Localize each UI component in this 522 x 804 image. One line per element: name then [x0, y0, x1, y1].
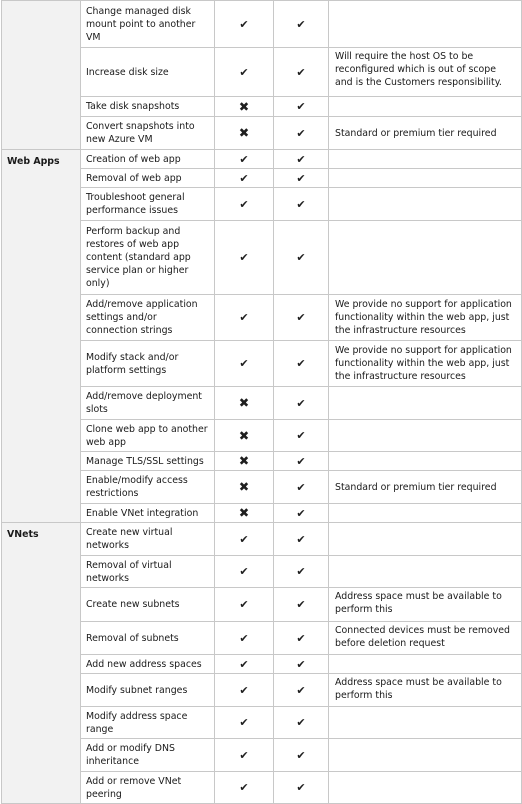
feature-cell: Modify address space range [81, 707, 215, 739]
feature-cell: Enable/modify access restrictions [81, 471, 215, 504]
notes-cell [329, 150, 522, 169]
status-mark [274, 221, 329, 295]
notes-cell [329, 655, 522, 674]
status-mark [274, 48, 329, 97]
status-mark [274, 588, 329, 622]
responsibility-table [1, 0, 522, 804]
check-icon: ✔ [296, 657, 306, 671]
check-icon: ✔ [239, 197, 249, 211]
cross-icon: ✖ [238, 453, 250, 468]
check-icon: ✔ [296, 781, 306, 794]
status-mark [274, 655, 329, 674]
status-mark [274, 707, 329, 739]
status-mark [215, 387, 274, 420]
notes-cell [329, 221, 522, 295]
status-mark [215, 97, 274, 117]
feature-cell: Change managed disk mount point to another VM [81, 1, 215, 48]
status-mark [215, 588, 274, 622]
check-icon: ✔ [239, 171, 249, 185]
notes-cell: Standard or premium tier required [329, 117, 522, 150]
status-mark [274, 150, 329, 169]
status-mark [215, 150, 274, 169]
status-mark [215, 622, 274, 655]
feature-cell: Removal of subnets [81, 622, 215, 655]
check-icon: ✔ [239, 631, 249, 645]
check-icon: ✔ [296, 716, 306, 729]
status-mark [274, 504, 329, 523]
check-icon: ✔ [239, 251, 249, 264]
check-icon: ✔ [239, 748, 249, 762]
notes-cell [329, 387, 522, 420]
status-mark [274, 556, 329, 588]
status-mark [215, 117, 274, 150]
feature-cell: Add/remove deployment slots [81, 387, 215, 420]
check-icon: ✔ [296, 396, 306, 410]
feature-cell: Creation of web app [81, 150, 215, 169]
feature-cell: Increase disk size [81, 48, 215, 97]
check-icon: ✔ [296, 357, 306, 370]
check-icon: ✔ [239, 565, 249, 578]
check-icon: ✔ [239, 357, 249, 370]
cross-icon: ✖ [238, 98, 250, 114]
check-icon: ✔ [239, 152, 249, 166]
notes-cell [329, 188, 522, 221]
status-mark [215, 1, 274, 48]
status-mark [215, 221, 274, 295]
feature-cell: Manage TLS/SSL settings [81, 452, 215, 471]
cross-icon: ✖ [238, 395, 250, 410]
feature-cell: Convert snapshots into new Azure VM [81, 117, 215, 150]
status-mark [215, 556, 274, 588]
check-icon: ✔ [296, 197, 306, 211]
check-icon: ✔ [296, 565, 306, 578]
feature-cell: Add new address spaces [81, 655, 215, 674]
status-mark [274, 772, 329, 804]
check-icon: ✔ [296, 251, 306, 264]
check-icon: ✔ [296, 17, 306, 31]
check-icon: ✔ [296, 126, 306, 140]
check-icon: ✔ [239, 781, 249, 794]
status-mark [274, 674, 329, 707]
category-cell-vnets: VNets [2, 523, 81, 804]
feature-cell: Create new virtual networks [81, 523, 215, 556]
cross-icon: ✖ [238, 427, 250, 443]
table-row [2, 150, 522, 169]
check-icon: ✔ [296, 748, 306, 762]
feature-cell: Removal of virtual networks [81, 556, 215, 588]
notes-cell: Standard or premium tier required [329, 471, 522, 504]
check-icon: ✔ [239, 17, 249, 31]
notes-cell: Will require the host OS to be reconfigured which is out of scope and is the Customers responsibility. [329, 48, 522, 97]
check-icon: ✔ [296, 152, 306, 166]
status-mark [215, 707, 274, 739]
status-mark [274, 97, 329, 117]
notes-cell [329, 772, 522, 804]
check-icon: ✔ [239, 311, 249, 324]
check-icon: ✔ [239, 683, 249, 697]
check-icon: ✔ [239, 532, 249, 546]
check-icon: ✔ [239, 598, 249, 611]
status-mark [274, 739, 329, 772]
status-mark [215, 674, 274, 707]
notes-cell [329, 420, 522, 452]
category-cell-disks [2, 1, 81, 150]
status-mark [215, 523, 274, 556]
notes-cell [329, 707, 522, 739]
notes-cell: Address space must be available to perform this [329, 588, 522, 622]
check-icon: ✔ [296, 480, 306, 494]
status-mark [215, 655, 274, 674]
status-mark [274, 387, 329, 420]
status-mark [274, 622, 329, 655]
status-mark [274, 523, 329, 556]
status-mark [274, 452, 329, 471]
check-icon: ✔ [296, 598, 306, 611]
table-row [2, 523, 522, 556]
status-mark [274, 1, 329, 48]
cross-icon: ✖ [238, 125, 250, 140]
check-icon: ✔ [296, 311, 306, 324]
status-mark [215, 739, 274, 772]
status-mark [274, 188, 329, 221]
feature-cell: Take disk snapshots [81, 97, 215, 117]
notes-cell [329, 739, 522, 772]
notes-cell: Address space must be available to perform this [329, 674, 522, 707]
check-icon: ✔ [296, 631, 306, 645]
status-mark [215, 420, 274, 452]
notes-cell [329, 169, 522, 188]
status-mark [215, 452, 274, 471]
feature-cell: Removal of web app [81, 169, 215, 188]
check-icon: ✔ [296, 683, 306, 697]
status-mark [215, 169, 274, 188]
responsibility-table-page [1, 0, 521, 804]
feature-cell: Modify stack and/or platform settings [81, 341, 215, 387]
check-icon: ✔ [239, 65, 249, 79]
status-mark [215, 772, 274, 804]
status-mark [274, 471, 329, 504]
category-cell-web-apps: Web Apps [2, 150, 81, 523]
notes-cell [329, 556, 522, 588]
status-mark [215, 295, 274, 341]
status-mark [215, 471, 274, 504]
notes-cell [329, 97, 522, 117]
status-mark [274, 169, 329, 188]
notes-cell [329, 452, 522, 471]
cross-icon: ✖ [238, 505, 250, 520]
status-mark [215, 188, 274, 221]
check-icon: ✔ [296, 429, 306, 442]
check-icon: ✔ [296, 100, 306, 113]
notes-cell: We provide no support for application functionality within the web app, just the infrastructure resources [329, 341, 522, 387]
check-icon: ✔ [296, 454, 306, 468]
status-mark [274, 295, 329, 341]
feature-cell: Perform backup and restores of web app content (standard app service plan or higher only) [81, 221, 215, 295]
cross-icon: ✖ [238, 479, 250, 494]
notes-cell: We provide no support for application functionality within the web app, just the infrastructure resources [329, 295, 522, 341]
feature-cell: Clone web app to another web app [81, 420, 215, 452]
notes-cell [329, 1, 522, 48]
status-mark [215, 504, 274, 523]
table-row [2, 1, 522, 48]
status-mark [274, 420, 329, 452]
check-icon: ✔ [239, 716, 249, 729]
status-mark [215, 341, 274, 387]
feature-cell: Enable VNet integration [81, 504, 215, 523]
check-icon: ✔ [296, 532, 306, 546]
feature-cell: Modify subnet ranges [81, 674, 215, 707]
notes-cell: Connected devices must be removed before deletion request [329, 622, 522, 655]
check-icon: ✔ [296, 65, 306, 79]
status-mark [274, 117, 329, 150]
notes-cell [329, 523, 522, 556]
feature-cell: Add or remove VNet peering [81, 772, 215, 804]
feature-cell: Troubleshoot general performance issues [81, 188, 215, 221]
status-mark [215, 48, 274, 97]
check-icon: ✔ [296, 171, 306, 185]
feature-cell: Add or modify DNS inheritance [81, 739, 215, 772]
feature-cell: Create new subnets [81, 588, 215, 622]
feature-cell: Add/remove application settings and/or connection strings [81, 295, 215, 341]
check-icon: ✔ [239, 657, 249, 671]
status-mark [274, 341, 329, 387]
check-icon: ✔ [296, 506, 306, 520]
notes-cell [329, 504, 522, 523]
